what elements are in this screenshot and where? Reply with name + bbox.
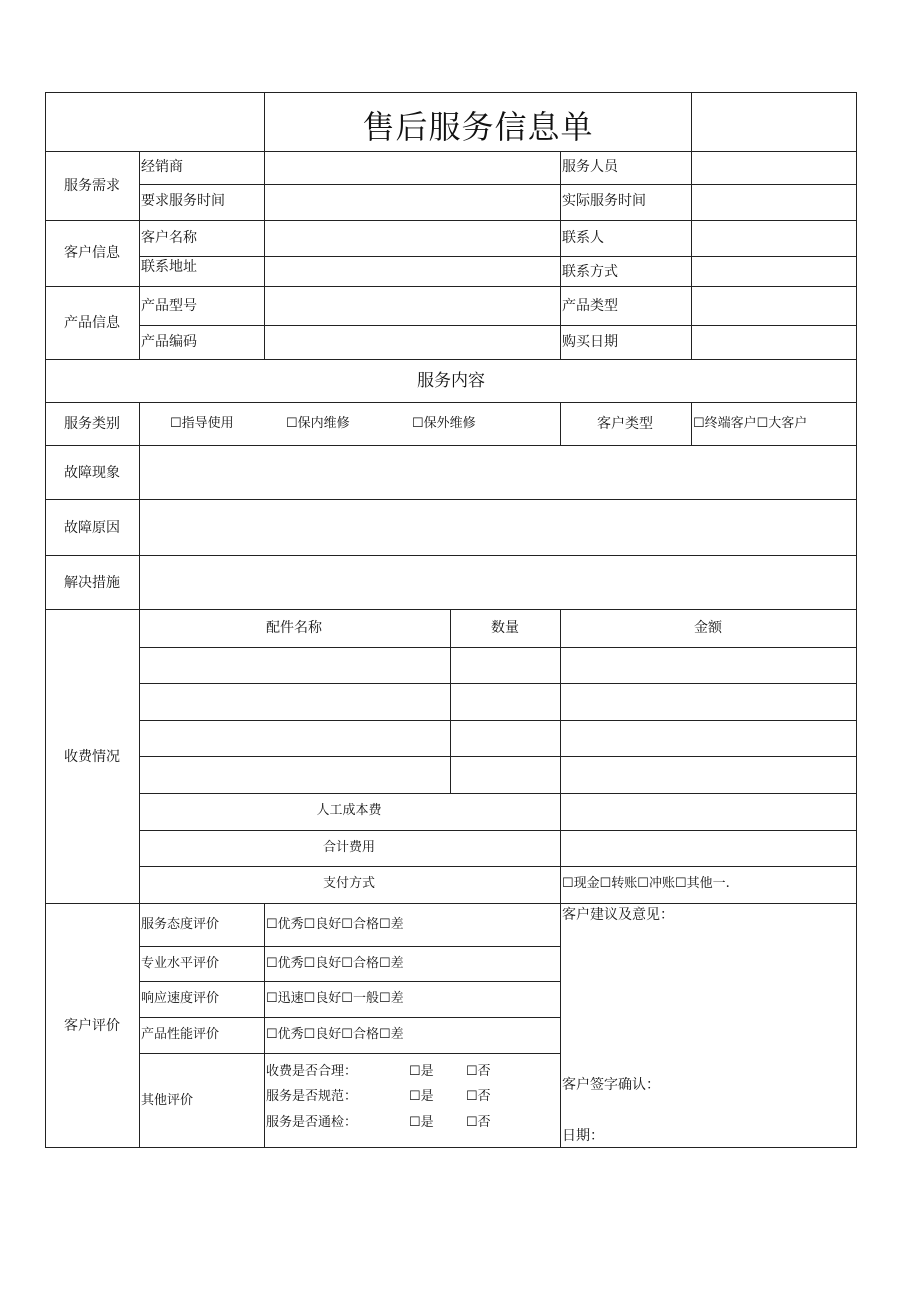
col-divider — [139, 151, 140, 359]
field-label-suggestions: 客户建议及意见： — [562, 907, 674, 923]
col-divider — [139, 402, 140, 445]
col-divider — [139, 445, 140, 903]
checkbox-no[interactable]: ☐否 — [466, 1115, 491, 1130]
field-label-product-code: 产品编码 — [141, 334, 197, 350]
page-title: 售后服务信息单 — [362, 108, 594, 146]
checkbox-yes[interactable]: ☐是 — [409, 1115, 434, 1130]
row-divider — [139, 184, 856, 185]
checkbox-payment-method[interactable]: ☐现金☐转账☐冲账☐其他一. — [562, 876, 730, 891]
row-divider — [139, 720, 856, 721]
row-divider — [46, 286, 856, 287]
row-divider — [139, 1053, 560, 1054]
section-label-charges: 收费情况 — [64, 749, 120, 765]
field-label-requested-time: 要求服务时间 — [141, 193, 225, 209]
question-standard-service: 服务是否规范： — [266, 1089, 358, 1104]
field-label-product-model: 产品型号 — [141, 298, 197, 314]
eval-label-product-performance: 产品性能评价 — [141, 1027, 220, 1042]
eval-label-response-speed: 响应速度评价 — [141, 991, 220, 1006]
row-divider — [46, 151, 856, 152]
col-divider — [560, 609, 561, 903]
section-label-product-info: 产品信息 — [64, 315, 120, 331]
section-label-fault-cause: 故障原因 — [64, 520, 120, 536]
eval-label-professional-level: 专业水平评价 — [141, 956, 220, 971]
eval-label-service-attitude: 服务态度评价 — [141, 917, 220, 932]
col-divider — [264, 903, 265, 1148]
column-header-part-name: 配件名称 — [266, 620, 322, 636]
row-divider — [139, 756, 856, 757]
checkbox-yes[interactable]: ☐是 — [409, 1064, 434, 1079]
col-divider — [560, 903, 561, 1148]
section-heading-service-content: 服务内容 — [417, 371, 485, 391]
field-label-signature: 客户签字确认： — [562, 1077, 660, 1093]
field-label-customer-type: 客户类型 — [597, 416, 653, 432]
field-label-total-cost: 合计费用 — [322, 840, 376, 855]
field-label-customer-name: 客户名称 — [141, 230, 197, 246]
field-label-staff: 服务人员 — [562, 159, 618, 175]
eval-options-product-performance[interactable]: ☐优秀☐良好☐合格☐差 — [266, 1027, 404, 1042]
row-divider — [139, 1017, 560, 1018]
after-sales-service-form — [45, 92, 857, 1148]
section-label-evaluation: 客户评价 — [64, 1018, 120, 1034]
col-divider — [560, 151, 561, 359]
checkbox-in-warranty-repair[interactable]: ☐保内维修 — [286, 416, 350, 431]
col-divider — [264, 93, 265, 151]
field-label-actual-time: 实际服务时间 — [562, 193, 646, 209]
section-label-fault-symptom: 故障现象 — [64, 465, 120, 481]
row-divider — [139, 830, 856, 831]
question-full-inspection: 服务是否通检： — [266, 1115, 358, 1130]
row-divider — [139, 683, 856, 684]
row-divider — [46, 359, 856, 360]
row-divider — [46, 402, 856, 403]
field-label-labor-cost: 人工成本费 — [316, 803, 382, 818]
row-divider — [46, 445, 856, 446]
row-divider — [46, 555, 856, 556]
field-label-dealer: 经销商 — [141, 159, 183, 175]
field-label-address: 联系地址 — [141, 259, 197, 275]
section-label-service-request: 服务需求 — [64, 178, 120, 194]
question-reasonable-fee: 收费是否合理： — [266, 1064, 358, 1079]
column-header-quantity: 数量 — [491, 620, 519, 636]
eval-options-professional-level[interactable]: ☐优秀☐良好☐合格☐差 — [266, 956, 404, 971]
row-divider — [139, 793, 856, 794]
row-divider — [46, 220, 856, 221]
field-label-product-type: 产品类型 — [562, 298, 618, 314]
checkbox-customer-type[interactable]: ☐终端客户☐大客户 — [693, 416, 808, 431]
row-divider — [46, 609, 856, 610]
field-label-payment-method: 支付方式 — [322, 876, 376, 891]
row-divider — [139, 866, 856, 867]
col-divider — [691, 151, 692, 359]
row-divider — [139, 256, 856, 257]
row-divider — [139, 946, 560, 947]
eval-label-other: 其他评价 — [141, 1093, 194, 1108]
col-divider — [560, 402, 561, 445]
section-label-service-category: 服务类别 — [64, 416, 120, 432]
checkbox-guidance[interactable]: ☐指导使用 — [170, 416, 234, 431]
row-divider — [139, 647, 856, 648]
field-label-contact-person: 联系人 — [562, 230, 604, 246]
checkbox-out-of-warranty-repair[interactable]: ☐保外维修 — [412, 416, 476, 431]
checkbox-no[interactable]: ☐否 — [466, 1089, 491, 1104]
section-label-solution: 解决措施 — [64, 575, 120, 591]
col-divider — [691, 93, 692, 151]
col-divider — [139, 903, 140, 1148]
row-divider — [139, 325, 856, 326]
column-header-amount: 金额 — [694, 620, 722, 636]
row-divider — [46, 499, 856, 500]
col-divider — [264, 151, 265, 359]
field-label-date: 日期： — [562, 1128, 604, 1144]
eval-options-service-attitude[interactable]: ☐优秀☐良好☐合格☐差 — [266, 917, 404, 932]
field-label-purchase-date: 购买日期 — [562, 334, 618, 350]
field-label-contact-method: 联系方式 — [562, 264, 618, 280]
eval-options-response-speed[interactable]: ☐迅速☐良好☐一般☐差 — [266, 991, 404, 1006]
section-label-customer-info: 客户信息 — [64, 245, 120, 261]
row-divider — [46, 903, 856, 904]
col-divider — [450, 609, 451, 793]
checkbox-no[interactable]: ☐否 — [466, 1064, 491, 1079]
checkbox-yes[interactable]: ☐是 — [409, 1089, 434, 1104]
row-divider — [139, 981, 560, 982]
col-divider — [691, 402, 692, 445]
